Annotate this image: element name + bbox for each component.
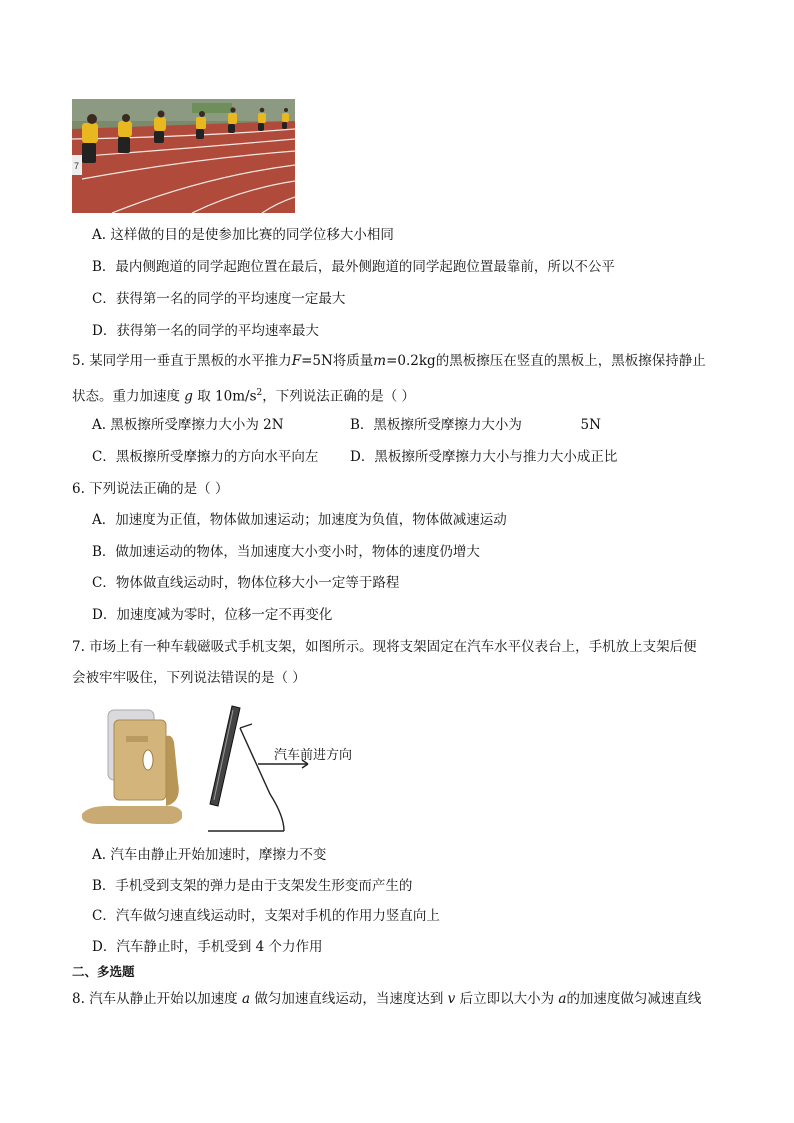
q6-option-a[interactable]: A．加速度为正值，物体做加速运动；加速度为负值，物体做减速运动 <box>92 512 507 528</box>
q6-option-d[interactable]: D．加速度减为零时，位移一定不再变化 <box>92 607 333 623</box>
q4-option-b[interactable]: B．最内侧跑道的同学起跑位置在最后，最外侧跑道的同学起跑位置最靠前，所以不公平 <box>92 259 615 275</box>
running-track-illustration <box>72 99 295 213</box>
q5-stem-part-c: =0.2kg的黑板擦压在竖直的黑板上，黑板擦保持静止 <box>386 353 706 369</box>
q7-stem-line1: 7. 市场上有一种车载磁吸式手机支架，如图所示。现将支架固定在汽车水平仪表台上，手机放上支架后便 <box>72 639 697 655</box>
q8-part-2: 做匀加速直线运动，当速度达到 <box>254 991 444 1007</box>
q5-symbol-f: F <box>291 353 302 369</box>
q5-stem-part-b: =5N将质量 <box>301 353 374 369</box>
section-heading-multiple-choice: 二、多选题 <box>72 964 135 979</box>
bib-number: 7 <box>74 161 80 171</box>
q7-stem-line2: 会被牢牢吸住，下列说法错误的是（ ） <box>72 670 306 686</box>
q8-stem <box>72 990 701 1008</box>
q5-option-c[interactable]: C．黑板擦所受摩擦力的方向水平向左 <box>92 449 319 465</box>
q8-symbol-a2: a <box>558 991 567 1007</box>
q5-number: 5. <box>72 353 85 369</box>
q6-option-b[interactable]: B．做加速运动的物体，当加速度大小变小时，物体的速度仍增大 <box>92 544 480 560</box>
driving-direction-label: 汽车前进方向 <box>274 748 353 763</box>
q4-option-a[interactable]: A. 这样做的目的是使参加比赛的同学位移大小相同 <box>92 227 394 243</box>
q8-symbol-a1: a <box>241 991 251 1007</box>
q6-stem: 6. 下列说法正确的是（ ） <box>72 481 229 497</box>
q5-stem-line2 <box>72 384 415 406</box>
q4-option-c[interactable]: C．获得第一名的同学的平均速度一定最大 <box>92 291 346 307</box>
phone-holder-photo <box>78 702 190 828</box>
phone-holder-illustration <box>78 702 190 828</box>
q5-option-b-text: B．黑板擦所受摩擦力大小为 <box>350 417 522 433</box>
q8-part-4: 的加速度做匀减速直线 <box>566 991 702 1007</box>
q5-line2-b: 取 10m/s <box>197 388 257 405</box>
q5-line2-c: ，下列说法正确的是（ ） <box>262 388 416 405</box>
q7-option-a[interactable]: A. 汽车由静止开始加速时，摩擦力不变 <box>92 847 327 863</box>
q7-option-d[interactable]: D．汽车静止时，手机受到 4 个力作用 <box>92 939 323 955</box>
q8-symbol-v: v <box>447 991 456 1007</box>
q4-option-d[interactable]: D．获得第一名的同学的平均速率最大 <box>92 323 319 339</box>
q6-option-c[interactable]: C．物体做直线运动时，物体位移大小一定等于路程 <box>92 575 400 591</box>
q7-option-b[interactable]: B．手机受到支架的弹力是由于支架发生形变而产生的 <box>92 878 413 894</box>
q8-part-3: 后立即以大小为 <box>459 991 555 1007</box>
q5-stem <box>72 352 706 370</box>
q8-number: 8. <box>72 991 85 1007</box>
q5-stem-part-a: 某同学用一垂直于黑板的水平推力 <box>89 353 292 369</box>
running-track-photo <box>72 99 295 213</box>
holder-diagram-lines <box>200 700 370 836</box>
q7-option-c[interactable]: C．汽车做匀速直线运动时，支架对手机的作用力竖直向上 <box>92 908 440 924</box>
q5-line2-a: 状态。重力加速度 <box>72 388 180 405</box>
q5-symbol-g: g <box>184 388 193 405</box>
q8-part-1: 汽车从静止开始以加速度 <box>89 991 238 1007</box>
q5-option-d[interactable]: D．黑板擦所受摩擦力大小与推力大小成正比 <box>350 449 618 465</box>
phone-holder-diagram <box>200 700 370 836</box>
q5-option-b[interactable] <box>350 416 601 434</box>
q5-symbol-m: m <box>373 353 387 369</box>
q5-option-a[interactable]: A. 黑板擦所受摩擦力大小为 2N <box>92 417 284 433</box>
q5-option-b-value: 5N <box>580 417 601 433</box>
q5-superscript: 2 <box>256 388 263 398</box>
